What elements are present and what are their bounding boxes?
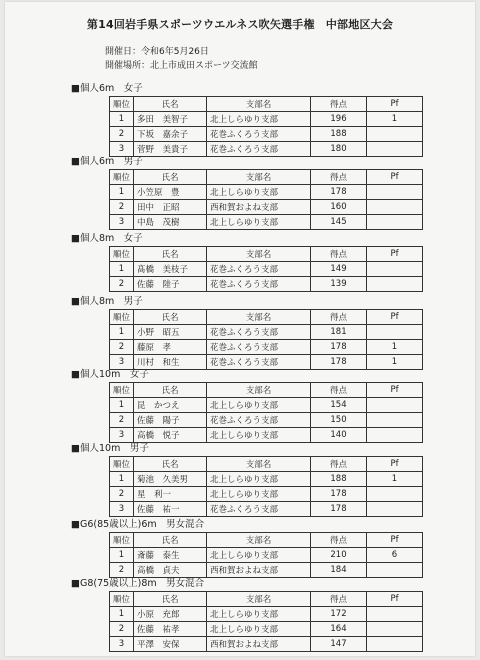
cell-branch: 北上しらゆり支部 (207, 428, 311, 443)
table-row (110, 340, 423, 355)
cell-score: 172 (311, 607, 367, 622)
column-header-branch: 支部名 (207, 457, 311, 472)
table-header-row (110, 592, 423, 607)
document-page (5, 2, 475, 656)
results-table (109, 532, 423, 578)
cell-rank: 1 (110, 112, 134, 127)
cell-score: 149 (311, 262, 367, 277)
column-header-name: 氏名 (134, 533, 207, 548)
table-row (110, 413, 423, 428)
results-table (109, 169, 423, 230)
column-header-branch: 支部名 (207, 383, 311, 398)
cell-branch: 北上しらゆり支部 (207, 622, 311, 637)
table-row (110, 215, 423, 230)
cell-rank: 1 (110, 548, 134, 563)
column-header-pf: Pf (367, 533, 423, 548)
cell-score: 150 (311, 413, 367, 428)
cell-branch: 花巻ふくろう支部 (207, 277, 311, 292)
cell-rank: 2 (110, 622, 134, 637)
cell-rank: 2 (110, 413, 134, 428)
column-header-rank: 順位 (110, 97, 134, 112)
column-header-rank: 順位 (110, 247, 134, 262)
column-header-branch: 支部名 (207, 592, 311, 607)
cell-score: 184 (311, 563, 367, 578)
column-header-score: 得点 (311, 170, 367, 185)
column-header-rank: 順位 (110, 457, 134, 472)
table-row (110, 563, 423, 578)
cell-name: 昆 かつえ (134, 398, 207, 413)
section-title: ■個人10m 男子 (71, 443, 149, 454)
cell-pf (367, 502, 423, 517)
cell-name: 斎藤 泰生 (134, 548, 207, 563)
cell-rank: 2 (110, 487, 134, 502)
section-title: ■個人6m 女子 (71, 83, 143, 94)
table-row (110, 185, 423, 200)
cell-branch: 北上しらゆり支部 (207, 398, 311, 413)
result-section (71, 232, 423, 292)
column-header-pf: Pf (367, 247, 423, 262)
cell-branch: 花巻ふくろう支部 (207, 127, 311, 142)
cell-rank: 2 (110, 127, 134, 142)
table-header-row (110, 533, 423, 548)
cell-rank: 1 (110, 262, 134, 277)
cell-score: 160 (311, 200, 367, 215)
column-header-name: 氏名 (134, 383, 207, 398)
cell-rank: 3 (110, 355, 134, 370)
results-table (109, 456, 423, 517)
table-row (110, 487, 423, 502)
cell-branch: 花巻ふくろう支部 (207, 262, 311, 277)
event-venue: 開催場所：北上市成田スポーツ交流館 (105, 61, 258, 71)
cell-score: 196 (311, 112, 367, 127)
cell-pf (367, 200, 423, 215)
table-row (110, 277, 423, 292)
table-row (110, 607, 423, 622)
cell-name: 菅野 美貴子 (134, 142, 207, 157)
cell-score: 178 (311, 502, 367, 517)
cell-branch: 西和賀およね支部 (207, 200, 311, 215)
cell-name: 田中 正昭 (134, 200, 207, 215)
cell-score: 188 (311, 127, 367, 142)
cell-branch: 西和賀およね支部 (207, 563, 311, 578)
cell-rank: 2 (110, 200, 134, 215)
cell-rank: 1 (110, 398, 134, 413)
cell-name: 佐藤 祐一 (134, 502, 207, 517)
column-header-pf: Pf (367, 592, 423, 607)
table-header-row (110, 247, 423, 262)
cell-rank: 2 (110, 563, 134, 578)
cell-pf (367, 487, 423, 502)
event-date: 開催日：令和6年5月26日 (105, 47, 209, 57)
cell-score: 188 (311, 472, 367, 487)
cell-pf: 1 (367, 112, 423, 127)
cell-score: 154 (311, 398, 367, 413)
result-section (71, 442, 423, 517)
column-header-pf: Pf (367, 97, 423, 112)
column-header-score: 得点 (311, 383, 367, 398)
cell-name: 小笠原 豊 (134, 185, 207, 200)
column-header-name: 氏名 (134, 310, 207, 325)
cell-score: 178 (311, 487, 367, 502)
cell-branch: 花巻ふくろう支部 (207, 340, 311, 355)
column-header-rank: 順位 (110, 383, 134, 398)
section-title: ■G6(85歳以上)6m 男女混合 (71, 519, 205, 530)
cell-score: 140 (311, 428, 367, 443)
cell-rank: 1 (110, 472, 134, 487)
cell-branch: 花巻ふくろう支部 (207, 413, 311, 428)
column-header-rank: 順位 (110, 170, 134, 185)
cell-score: 139 (311, 277, 367, 292)
table-row (110, 200, 423, 215)
table-row (110, 502, 423, 517)
result-section (71, 82, 423, 157)
results-table (109, 246, 423, 292)
cell-pf: 6 (367, 548, 423, 563)
cell-rank: 3 (110, 637, 134, 652)
column-header-branch: 支部名 (207, 170, 311, 185)
cell-pf (367, 215, 423, 230)
cell-rank: 2 (110, 277, 134, 292)
column-header-rank: 順位 (110, 310, 134, 325)
column-header-branch: 支部名 (207, 97, 311, 112)
column-header-rank: 順位 (110, 592, 134, 607)
cell-pf (367, 413, 423, 428)
cell-branch: 花巻ふくろう支部 (207, 355, 311, 370)
cell-name: 星 利一 (134, 487, 207, 502)
cell-branch: 北上しらゆり支部 (207, 112, 311, 127)
cell-score: 178 (311, 340, 367, 355)
cell-branch: 花巻ふくろう支部 (207, 502, 311, 517)
column-header-branch: 支部名 (207, 247, 311, 262)
cell-name: 藤原 孝 (134, 340, 207, 355)
cell-score: 178 (311, 185, 367, 200)
table-header-row (110, 383, 423, 398)
cell-pf (367, 398, 423, 413)
table-row (110, 428, 423, 443)
table-header-row (110, 457, 423, 472)
results-table (109, 96, 423, 157)
cell-name: 下坂 嘉余子 (134, 127, 207, 142)
cell-name: 中島 茂樹 (134, 215, 207, 230)
column-header-name: 氏名 (134, 592, 207, 607)
table-row (110, 622, 423, 637)
column-header-branch: 支部名 (207, 310, 311, 325)
column-header-pf: Pf (367, 170, 423, 185)
column-header-score: 得点 (311, 247, 367, 262)
cell-pf: 1 (367, 340, 423, 355)
table-row (110, 548, 423, 563)
section-title: ■個人8m 女子 (71, 233, 143, 244)
column-header-pf: Pf (367, 310, 423, 325)
cell-name: 佐藤 祐孝 (134, 622, 207, 637)
cell-rank: 3 (110, 215, 134, 230)
cell-pf (367, 325, 423, 340)
cell-score: 210 (311, 548, 367, 563)
results-table (109, 309, 423, 370)
column-header-score: 得点 (311, 533, 367, 548)
table-header-row (110, 310, 423, 325)
cell-rank: 3 (110, 142, 134, 157)
column-header-score: 得点 (311, 97, 367, 112)
table-row (110, 112, 423, 127)
section-title: ■個人6m 男子 (71, 156, 143, 167)
cell-rank: 1 (110, 325, 134, 340)
column-header-pf: Pf (367, 457, 423, 472)
cell-branch: 北上しらゆり支部 (207, 472, 311, 487)
cell-name: 高橋 悦子 (134, 428, 207, 443)
cell-pf (367, 563, 423, 578)
table-header-row (110, 97, 423, 112)
result-section (71, 295, 423, 370)
column-header-name: 氏名 (134, 97, 207, 112)
section-title: ■個人8m 男子 (71, 296, 143, 307)
results-table (109, 382, 423, 443)
column-header-score: 得点 (311, 457, 367, 472)
column-header-branch: 支部名 (207, 533, 311, 548)
table-row (110, 398, 423, 413)
cell-rank: 1 (110, 185, 134, 200)
cell-name: 平澤 安保 (134, 637, 207, 652)
cell-name: 高橋 貞夫 (134, 563, 207, 578)
cell-score: 178 (311, 355, 367, 370)
cell-name: 多田 美智子 (134, 112, 207, 127)
cell-branch: 北上しらゆり支部 (207, 487, 311, 502)
column-header-name: 氏名 (134, 170, 207, 185)
results-table (109, 591, 423, 652)
cell-branch: 西和賀およね支部 (207, 637, 311, 652)
cell-branch: 北上しらゆり支部 (207, 607, 311, 622)
result-section (71, 368, 423, 443)
cell-name: 髙橋 美枝子 (134, 262, 207, 277)
column-header-name: 氏名 (134, 247, 207, 262)
table-header-row (110, 170, 423, 185)
cell-name: 小原 充郎 (134, 607, 207, 622)
cell-rank: 2 (110, 340, 134, 355)
cell-branch: 花巻ふくろう支部 (207, 325, 311, 340)
cell-score: 180 (311, 142, 367, 157)
cell-pf (367, 277, 423, 292)
cell-score: 164 (311, 622, 367, 637)
table-row (110, 472, 423, 487)
cell-branch: 北上しらゆり支部 (207, 548, 311, 563)
cell-score: 145 (311, 215, 367, 230)
cell-pf: 1 (367, 472, 423, 487)
table-row (110, 325, 423, 340)
section-title: ■個人10m 女子 (71, 369, 149, 380)
cell-pf (367, 607, 423, 622)
cell-rank: 1 (110, 607, 134, 622)
cell-pf (367, 127, 423, 142)
cell-pf (367, 637, 423, 652)
cell-pf (367, 185, 423, 200)
column-header-score: 得点 (311, 592, 367, 607)
table-row (110, 127, 423, 142)
cell-name: 小野 昭五 (134, 325, 207, 340)
table-row (110, 262, 423, 277)
document-title: 第14回岩手県スポーツウエルネス吹矢選手権 中部地区大会 (86, 18, 394, 31)
cell-pf: 1 (367, 355, 423, 370)
column-header-pf: Pf (367, 383, 423, 398)
table-row (110, 637, 423, 652)
cell-branch: 北上しらゆり支部 (207, 185, 311, 200)
cell-rank: 3 (110, 428, 134, 443)
result-section (71, 518, 423, 578)
result-section (71, 577, 423, 652)
section-title: ■G8(75歳以上)8m 男女混合 (71, 578, 205, 589)
cell-branch: 花巻ふくろう支部 (207, 142, 311, 157)
cell-pf (367, 428, 423, 443)
result-section (71, 155, 423, 230)
column-header-name: 氏名 (134, 457, 207, 472)
cell-branch: 北上しらゆり支部 (207, 215, 311, 230)
cell-name: 佐藤 陽子 (134, 413, 207, 428)
cell-rank: 3 (110, 502, 134, 517)
cell-pf (367, 622, 423, 637)
cell-name: 菊池 久美男 (134, 472, 207, 487)
cell-name: 川村 和生 (134, 355, 207, 370)
cell-score: 147 (311, 637, 367, 652)
cell-score: 181 (311, 325, 367, 340)
cell-pf (367, 262, 423, 277)
column-header-rank: 順位 (110, 533, 134, 548)
column-header-score: 得点 (311, 310, 367, 325)
cell-name: 佐藤 陸子 (134, 277, 207, 292)
